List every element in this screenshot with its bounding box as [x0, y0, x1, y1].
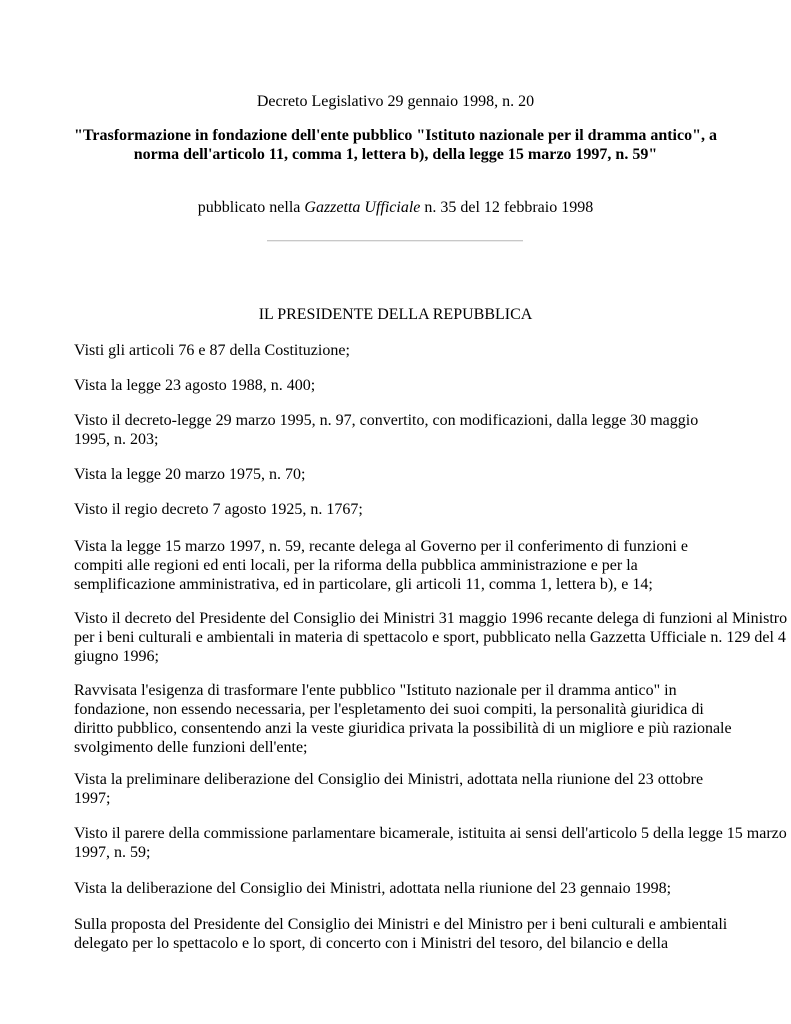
decree-title: Decreto Legislativo 29 gennaio 1998, n. 20 — [256, 93, 535, 110]
recital-paragraph — [74, 341, 734, 360]
paragraph-line: delegato per lo spettacolo e lo sport, di concerto con i Ministri del tesoro, del bilancio e della — [74, 935, 669, 952]
paragraph-line: svolgimento delle funzioni dell'ente; — [74, 739, 308, 756]
horizontal-rule — [267, 240, 523, 242]
paragraph-line: Visto il regio decreto 7 agosto 1925, n. 1767; — [74, 501, 363, 518]
paragraph-line: per i beni culturali e ambientali in materia di spettacolo e sport, pubblicato nella Gazzetta Ufficiale n. 129 del 4 — [74, 629, 786, 646]
paragraph-line: Sulla proposta del Presidente del Consiglio dei Ministri e del Ministro per i beni culturali e ambientali — [74, 916, 728, 933]
decree-subtitle-line: norma dell'articolo 11, comma 1, lettera b), della legge 15 marzo 1997, n. 59" — [133, 146, 658, 163]
paragraph-line: Vista la legge 20 marzo 1975, n. 70; — [74, 466, 306, 483]
paragraph-line: 1997; — [74, 790, 111, 807]
paragraph-line: Vista la deliberazione del Consiglio dei Ministri, adottata nella riunione del 23 gennaio 1998; — [74, 880, 672, 897]
gazette-name: Gazzetta Ufficiale — [304, 199, 421, 216]
paragraph-line: Ravvisata l'esigenza di trasformare l'ente pubblico "Istituto nazionale per il dramma antico" in — [74, 682, 677, 699]
recital-paragraph — [74, 824, 787, 862]
publication-suffix: n. 35 del 12 febbraio 1998 — [420, 199, 594, 216]
paragraph-line: Visto il decreto-legge 29 marzo 1995, n. 97, convertito, con modificazioni, dalla legge 30 maggio — [74, 412, 699, 429]
paragraph-line: Visto il parere della commissione parlamentare bicamerale, istituita ai sensi dell'articolo 5 della legge 15 marzo — [74, 825, 787, 842]
paragraph-line: semplificazione amministrativa, ed in particolare, gli articoli 11, comma 1, lettera b), e 14; — [74, 576, 653, 593]
recital-paragraph — [74, 770, 734, 808]
recital-paragraph — [74, 681, 734, 757]
paragraph-line: 1997, n. 59; — [74, 844, 151, 861]
paragraph-line: Vista la preliminare deliberazione del Consiglio dei Ministri, adottata nella riunione del 23 ottobre — [74, 771, 704, 788]
paragraph-line: Visti gli articoli 76 e 87 della Costituzione; — [74, 342, 350, 359]
publication-prefix: pubblicato nella — [197, 199, 305, 216]
recital-paragraph — [74, 465, 734, 484]
paragraph-line: fondazione, non essendo necessaria, per l'espletamento dei suoi compiti, la personalità giuridica di — [74, 701, 704, 718]
president-heading: IL PRESIDENTE DELLA REPUBBLICA — [258, 306, 533, 323]
publication-note — [0, 198, 791, 217]
recital-paragraph — [74, 879, 734, 898]
paragraph-line: Visto il decreto del Presidente del Consiglio dei Ministri 31 maggio 1996 recante delega di funzioni al Ministro — [74, 610, 788, 627]
paragraph-line: 1995, n. 203; — [74, 431, 159, 448]
paragraph-line: diritto pubblico, consentendo anzi la veste giuridica privata la possibilità di un migliore e più razionale — [74, 720, 732, 737]
paragraph-line: Vista la legge 15 marzo 1997, n. 59, recante delega al Governo per il conferimento di funzioni e — [74, 538, 688, 555]
paragraph-line: giugno 1996; — [74, 648, 159, 665]
recital-paragraph — [74, 537, 734, 594]
decree-subtitle — [60, 126, 731, 164]
decree-subtitle-line: "Trasformazione in fondazione dell'ente pubblico "Istituto nazionale per il dramma antico", a — [74, 127, 717, 144]
recital-paragraph — [74, 376, 734, 395]
recital-paragraph — [74, 500, 734, 519]
recital-paragraph — [74, 609, 788, 666]
paragraph-line: Vista la legge 23 agosto 1988, n. 400; — [74, 377, 316, 394]
recital-paragraph — [74, 915, 734, 953]
paragraph-line: compiti alle regioni ed enti locali, per la riforma della pubblica amministrazione e per la — [74, 557, 638, 574]
recital-paragraph — [74, 411, 734, 449]
